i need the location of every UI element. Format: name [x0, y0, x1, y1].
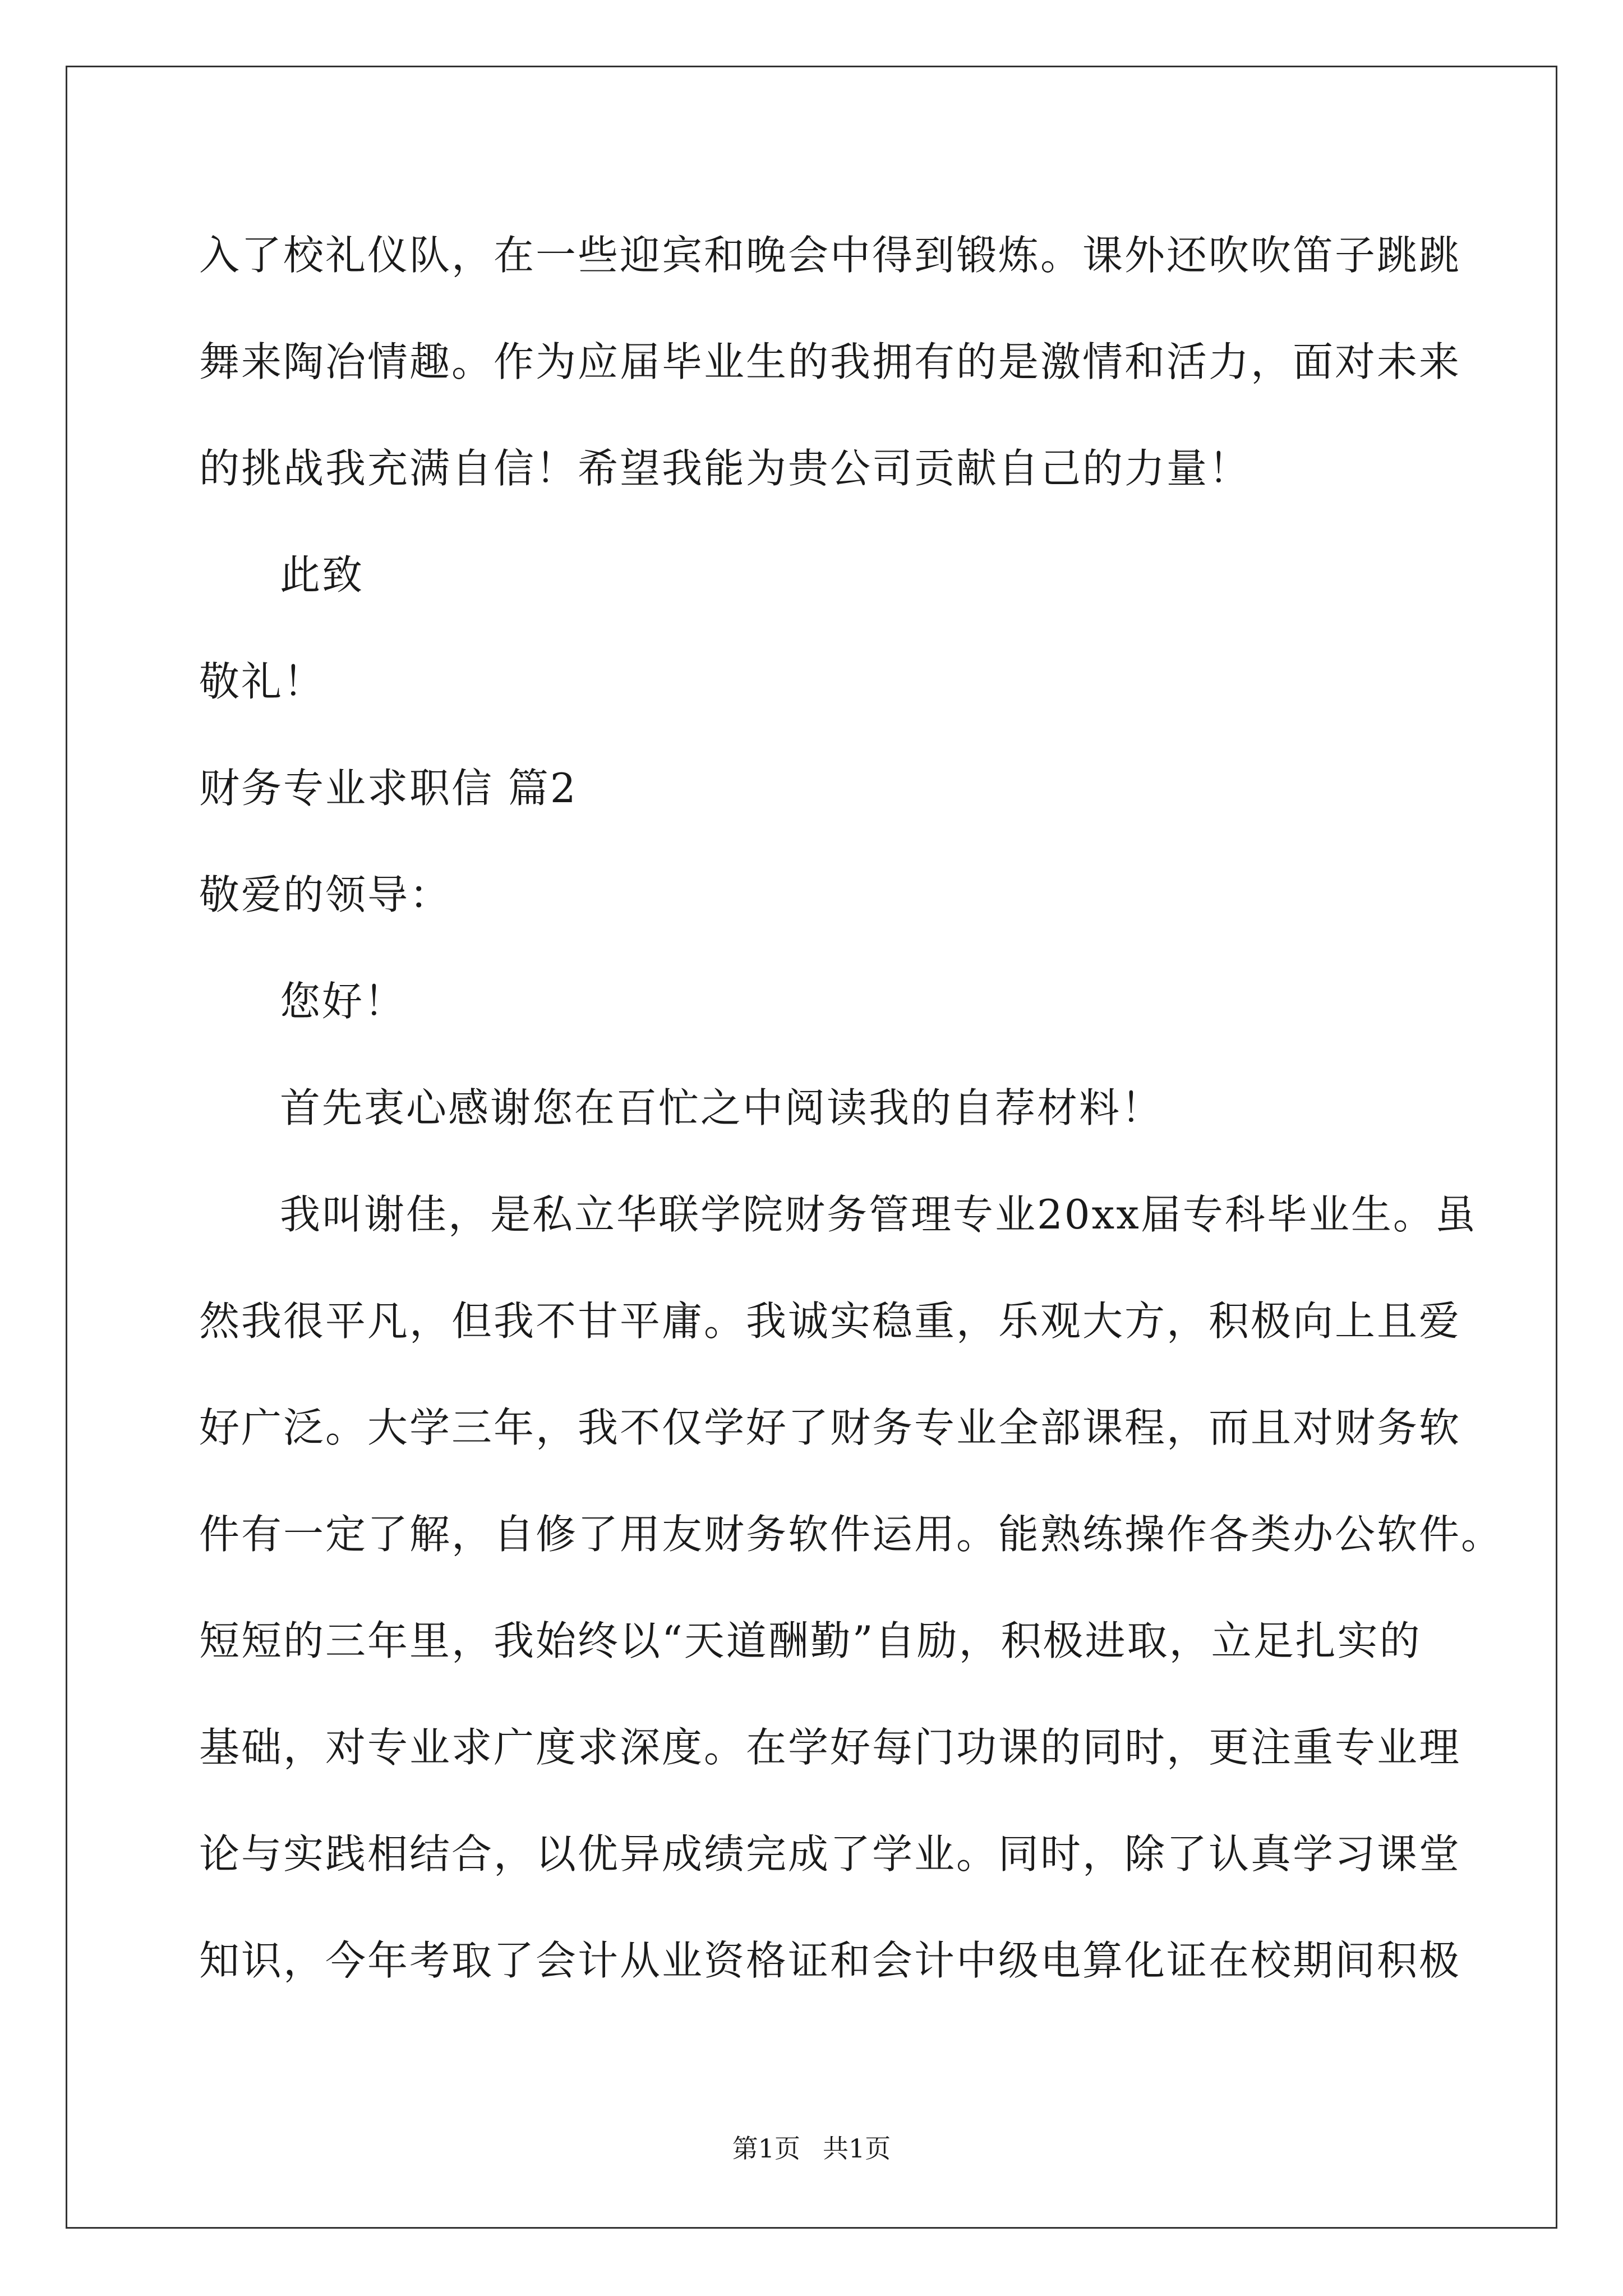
text-line: 件有一定了解，自修了用友财务软件运用。能熟练操作各类办公软件。 [199, 1511, 1504, 1558]
text-line: 知识，今年考取了会计从业资格证和会计中级电算化证在校期间积极 [199, 1937, 1461, 1984]
text-line: 好广泛。大学三年，我不仅学好了财务专业全部课程，而且对财务软 [199, 1404, 1461, 1451]
text-line: 首先衷心感谢您在百忙之中阅读我的自荐材料！ [280, 1084, 1164, 1131]
letter-body [199, 202, 1504, 2014]
text-line: 舞来陶冶情趣。作为应届毕业生的我拥有的是激情和活力，面对未来 [199, 338, 1461, 385]
greeting-line: 敬爱的领导： [199, 871, 452, 918]
page-total: 共1页 [823, 2133, 891, 2164]
text-line: 然我很平凡，但我不甘平庸。我诚实稳重，乐观大方，积极向上且爱 [199, 1297, 1461, 1345]
page-number: 第1页 [732, 2133, 800, 2164]
text-line: 短短的三年里，我始终以“天道酬勤”自励，积极进取，立足扎实的 [199, 1617, 1422, 1664]
text-line: 论与实践相结合，以优异成绩完成了学业。同时，除了认真学习课堂 [199, 1830, 1461, 1878]
greeting-hello: 您好！ [280, 978, 407, 1025]
text-line: 的挑战我充满自信！希望我能为贵公司贡献自己的力量！ [199, 445, 1251, 492]
text-line: 入了校礼仪队，在一些迎宾和晚会中得到锻炼。课外还吹吹笛子跳跳 [199, 232, 1461, 279]
section-heading: 财务专业求职信 篇2 [199, 765, 578, 812]
closing-salutation: 此致 [280, 551, 365, 599]
text-line: 基础，对专业求广度求深度。在学好每门功课的同时，更注重专业理 [199, 1724, 1461, 1771]
text-line: 我叫谢佳，是私立华联学院财务管理专业20xx届专科毕业生。虽 [280, 1191, 1477, 1238]
page-footer [0, 2132, 1623, 2165]
closing-regards: 敬礼！ [199, 658, 326, 705]
